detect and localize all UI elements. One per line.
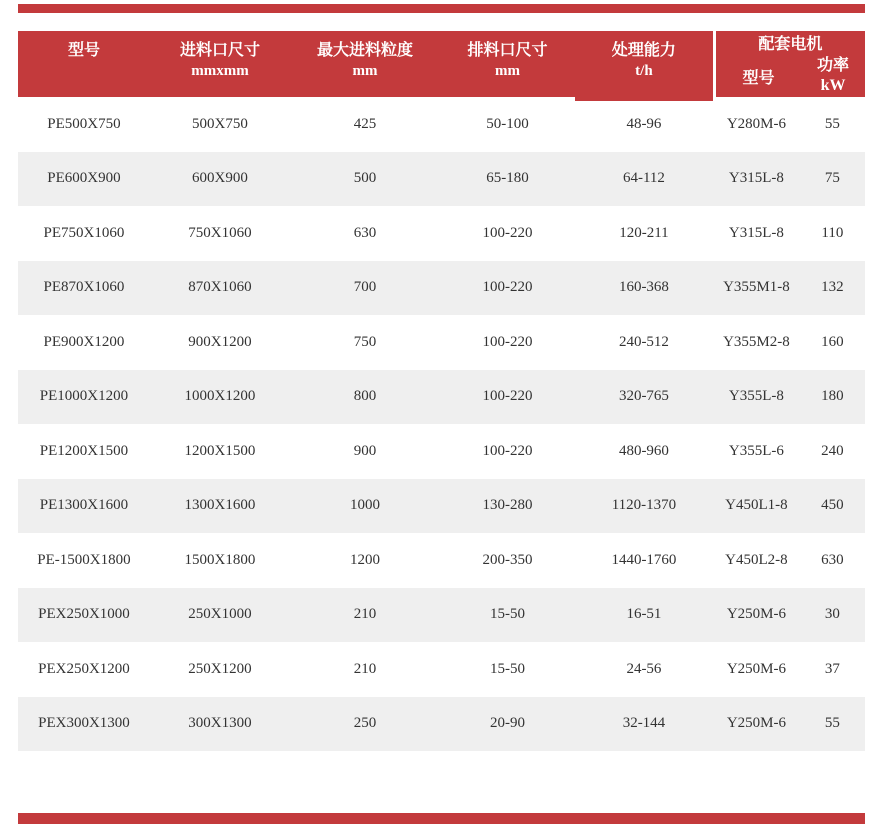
cell-motor-power: 630 (821, 551, 844, 568)
table-body (18, 97, 865, 751)
cell-model: PE500X750 (47, 115, 121, 132)
cell-discharge: 100-220 (482, 224, 533, 241)
cell-feed-opening: 870X1060 (188, 279, 252, 296)
cell-motor-power: 55 (824, 115, 840, 132)
cell-model: PE1200X1500 (39, 442, 129, 459)
table-row (18, 315, 865, 370)
header-discharge-unit: mm (494, 63, 520, 79)
cell-capacity: 64-112 (622, 170, 665, 187)
cell-capacity: 1120-1370 (611, 497, 677, 514)
header-capacity-label: 处理能力 (611, 42, 676, 59)
crusher-spec-table (18, 31, 865, 751)
cell-capacity: 1440-1760 (611, 551, 677, 568)
cell-max-feed: 500 (353, 170, 377, 187)
cell-discharge: 15-50 (489, 606, 525, 623)
bottom-accent-bar (18, 813, 865, 824)
cell-motor-power: 55 (824, 715, 840, 732)
header-capacity-unit: t/h (635, 63, 653, 79)
cell-motor-model: Y280M-6 (726, 115, 786, 132)
cell-motor-power: 180 (821, 388, 844, 405)
cell-feed-opening: 1000X1200 (184, 388, 256, 405)
header-motor-power-label: 功率 (817, 57, 850, 74)
cell-capacity: 120-211 (619, 224, 669, 241)
cell-capacity: 32-144 (622, 715, 666, 732)
cell-feed-opening: 900X1200 (188, 333, 252, 350)
cell-max-feed: 210 (353, 606, 377, 623)
cell-motor-model: Y355L-6 (728, 442, 784, 459)
cell-model: PE600X900 (47, 170, 121, 187)
cell-max-feed: 425 (353, 115, 377, 132)
cell-feed-opening: 1200X1500 (184, 442, 256, 459)
cell-max-feed: 1200 (349, 551, 380, 568)
table-row (18, 642, 865, 697)
table-header-row (18, 31, 865, 97)
cell-discharge: 15-50 (489, 660, 525, 677)
cell-motor-model: Y450L1-8 (725, 497, 788, 514)
cell-capacity: 320-765 (618, 388, 669, 405)
cell-discharge: 50-100 (486, 115, 529, 132)
cell-motor-power: 37 (824, 660, 840, 677)
cell-feed-opening: 300X1300 (188, 715, 252, 732)
cell-motor-power: 75 (824, 170, 840, 187)
cell-max-feed: 700 (353, 279, 377, 296)
cell-capacity: 240-512 (618, 333, 669, 350)
header-capacity (575, 31, 713, 101)
header-feed-opening (150, 31, 290, 97)
cell-motor-power: 30 (824, 606, 840, 623)
cell-motor-power: 450 (821, 497, 844, 514)
cell-capacity: 480-960 (618, 442, 669, 459)
cell-discharge: 20-90 (489, 715, 525, 732)
cell-discharge: 100-220 (482, 333, 533, 350)
cell-max-feed: 630 (353, 224, 377, 241)
cell-model: PE750X1060 (43, 224, 125, 241)
cell-discharge: 100-220 (482, 442, 533, 459)
cell-capacity: 16-51 (626, 606, 662, 623)
table-row (18, 97, 865, 152)
table-row (18, 370, 865, 425)
cell-motor-model: Y250M-6 (726, 660, 786, 677)
cell-motor-power: 160 (821, 333, 844, 350)
table-row (18, 206, 865, 261)
header-discharge (440, 31, 575, 97)
header-motor-power (801, 56, 865, 96)
header-max-feed-label: 最大进料粒度 (316, 42, 413, 59)
header-feed-opening-label: 进料口尺寸 (179, 42, 260, 59)
cell-max-feed: 800 (353, 388, 377, 405)
cell-model: PE-1500X1800 (37, 551, 131, 568)
cell-motor-model: Y315L-8 (728, 224, 784, 241)
header-feed-opening-unit: mmxmm (191, 63, 249, 79)
cell-model: PE1300X1600 (39, 497, 129, 514)
cell-model: PE900X1200 (43, 333, 125, 350)
cell-feed-opening: 1500X1800 (184, 551, 256, 568)
cell-discharge: 100-220 (482, 388, 533, 405)
cell-feed-opening: 1300X1600 (184, 497, 256, 514)
table-row (18, 697, 865, 752)
cell-motor-model: Y250M-6 (726, 606, 786, 623)
header-max-feed (290, 31, 440, 97)
table-row (18, 479, 865, 534)
cell-feed-opening: 750X1060 (188, 224, 252, 241)
header-motor-power-unit: kW (820, 77, 846, 94)
cell-discharge: 65-180 (486, 170, 529, 187)
table-row (18, 261, 865, 316)
table-row (18, 588, 865, 643)
cell-model: PE1000X1200 (39, 388, 129, 405)
cell-max-feed: 210 (353, 660, 377, 677)
cell-capacity: 24-56 (626, 660, 662, 677)
top-accent-bar (18, 4, 865, 13)
cell-model: PEX300X1300 (38, 715, 130, 732)
header-max-feed-unit: mm (352, 63, 378, 79)
header-motor-subheader (716, 55, 865, 97)
cell-model: PEX250X1000 (38, 606, 130, 623)
table-row (18, 152, 865, 207)
cell-max-feed: 1000 (349, 497, 380, 514)
cell-motor-model: Y250M-6 (726, 715, 786, 732)
cell-motor-power: 240 (821, 442, 844, 459)
cell-feed-opening: 250X1000 (188, 606, 252, 623)
cell-motor-model: Y355M2-8 (723, 333, 790, 350)
cell-motor-power: 132 (821, 279, 844, 296)
cell-capacity: 160-368 (618, 279, 669, 296)
cell-motor-power: 110 (821, 224, 844, 241)
cell-capacity: 48-96 (626, 115, 662, 132)
cell-max-feed: 900 (353, 442, 377, 459)
cell-max-feed: 750 (353, 333, 377, 350)
cell-discharge: 200-350 (482, 551, 533, 568)
cell-motor-model: Y315L-8 (728, 170, 784, 187)
cell-feed-opening: 250X1200 (188, 660, 252, 677)
header-motor-group-label: 配套电机 (758, 36, 823, 53)
cell-discharge: 130-280 (482, 497, 533, 514)
cell-model: PE870X1060 (43, 279, 125, 296)
cell-feed-opening: 600X900 (192, 170, 248, 187)
header-discharge-label: 排料口尺寸 (467, 42, 548, 59)
table-row (18, 424, 865, 479)
header-model-label: 型号 (67, 42, 100, 59)
cell-discharge: 100-220 (482, 279, 533, 296)
cell-motor-model: Y355M1-8 (723, 279, 790, 296)
header-motor-group (713, 31, 865, 97)
cell-motor-model: Y450L2-8 (725, 551, 788, 568)
header-motor-model-label: 型号 (742, 69, 775, 87)
header-model (18, 31, 150, 97)
cell-model: PEX250X1200 (38, 660, 130, 677)
cell-max-feed: 250 (353, 715, 377, 732)
table-row (18, 533, 865, 588)
cell-feed-opening: 500X750 (192, 115, 248, 132)
cell-motor-model: Y355L-8 (728, 388, 784, 405)
